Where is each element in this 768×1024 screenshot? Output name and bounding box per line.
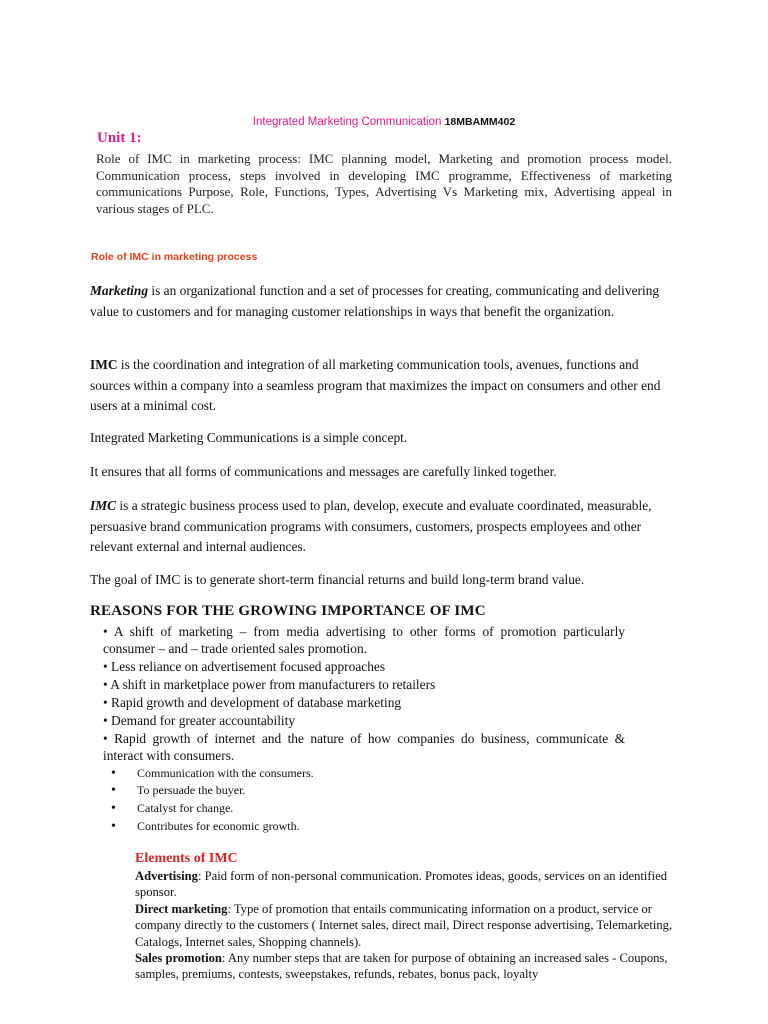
sub-item: • To persuade the buyer.: [137, 782, 245, 800]
element-term: Advertising: [135, 869, 198, 883]
reason-item: • Demand for greater accountability: [103, 713, 296, 728]
sub-item: • Contributes for economic growth.: [137, 818, 300, 836]
element-direct-marketing: [135, 901, 675, 950]
element-text: : Any number steps that are taken for purpose of obtaining an increased sales - Coupons, samples, premiums, contests, sweepstakes, refunds, rebates, bonus pack, loyalty: [135, 951, 668, 982]
reason-item: • Less reliance on advertisement focused approaches: [103, 659, 386, 674]
paragraph-ensures: It ensures that all forms of communications and messages are carefully linked together.: [90, 464, 557, 479]
paragraph-imc: [90, 355, 670, 417]
element-sales-promotion: [135, 950, 675, 983]
unit-heading: Unit 1:: [97, 130, 142, 146]
element-advertising: [135, 868, 675, 901]
course-code: 18MBAMM402: [444, 116, 516, 128]
paragraph-marketing: [90, 281, 670, 322]
unit-syllabus: Role of IMC in marketing process: IMC planning model, Marketing and promotion process model. Communication process, steps involved in developing IMC programme, Effectiveness of marketing communications Purpose, Role, Functions, Types, Advertising Vs Marketing mix, Advertising appeal in various stages of PLC.: [96, 151, 672, 216]
term-imc: IMC: [90, 357, 118, 372]
reason-item: • Rapid growth and development of database marketing: [103, 695, 402, 710]
document-title: [0, 116, 768, 128]
sub-item: • Catalyst for change.: [137, 800, 233, 818]
term-marketing: Marketing: [90, 283, 149, 298]
paragraph-imc-strategic: [90, 496, 670, 558]
element-text: : Paid form of non-personal communication. Promotes ideas, goods, services on an identified sponsor.: [135, 869, 667, 900]
element-text: : Type of promotion that entails communicating information on a product, service or company directly to the customers ( Internet sales, direct mail, Direct response advertising, Telemarketing, Catalogs, Internet sales, Shopping channels).: [135, 902, 673, 949]
imc-strategic-definition: is a strategic business process used to plan, develop, execute and evaluate coordinated, measurable, persuasive brand communication programs with consumers, customers, prospects employees and other relevant external and internal audiences.: [90, 498, 652, 554]
marketing-definition: is an organizational function and a set of processes for creating, communicating and delivering value to customers and for managing customer relationships in ways that benefit the organization.: [90, 283, 660, 319]
elements-heading: Elements of IMC: [135, 851, 238, 866]
reason-item: • A shift of marketing – from media advertising to other forms of promotion particularly consumer – and – trade oriented sales promotion.: [103, 624, 625, 656]
element-term: Direct marketing: [135, 902, 228, 916]
reasons-heading: REASONS FOR THE GROWING IMPORTANCE OF IMC: [90, 603, 486, 619]
document-title-text: Integrated Marketing Communication: [252, 116, 442, 128]
imc-definition: is the coordination and integration of all marketing communication tools, avenues, functions and sources within a company into a seamless program that maximizes the impact on consumers and other end users at a minimal cost.: [90, 357, 661, 413]
paragraph-simple-concept: Integrated Marketing Communications is a simple concept.: [90, 430, 408, 445]
section-heading-role: Role of IMC in marketing process: [91, 251, 258, 263]
term-imc-2: IMC: [90, 498, 117, 513]
reason-item: • A shift in marketplace power from manufacturers to retailers: [103, 677, 436, 692]
sub-item: • Communication with the consumers.: [137, 765, 314, 783]
reason-item: • Rapid growth of internet and the nature of how companies do business, communicate & interact with consumers.: [103, 731, 625, 763]
element-term: Sales promotion: [135, 951, 222, 965]
paragraph-goal: The goal of IMC is to generate short-term financial returns and build long-term brand value.: [90, 572, 585, 587]
